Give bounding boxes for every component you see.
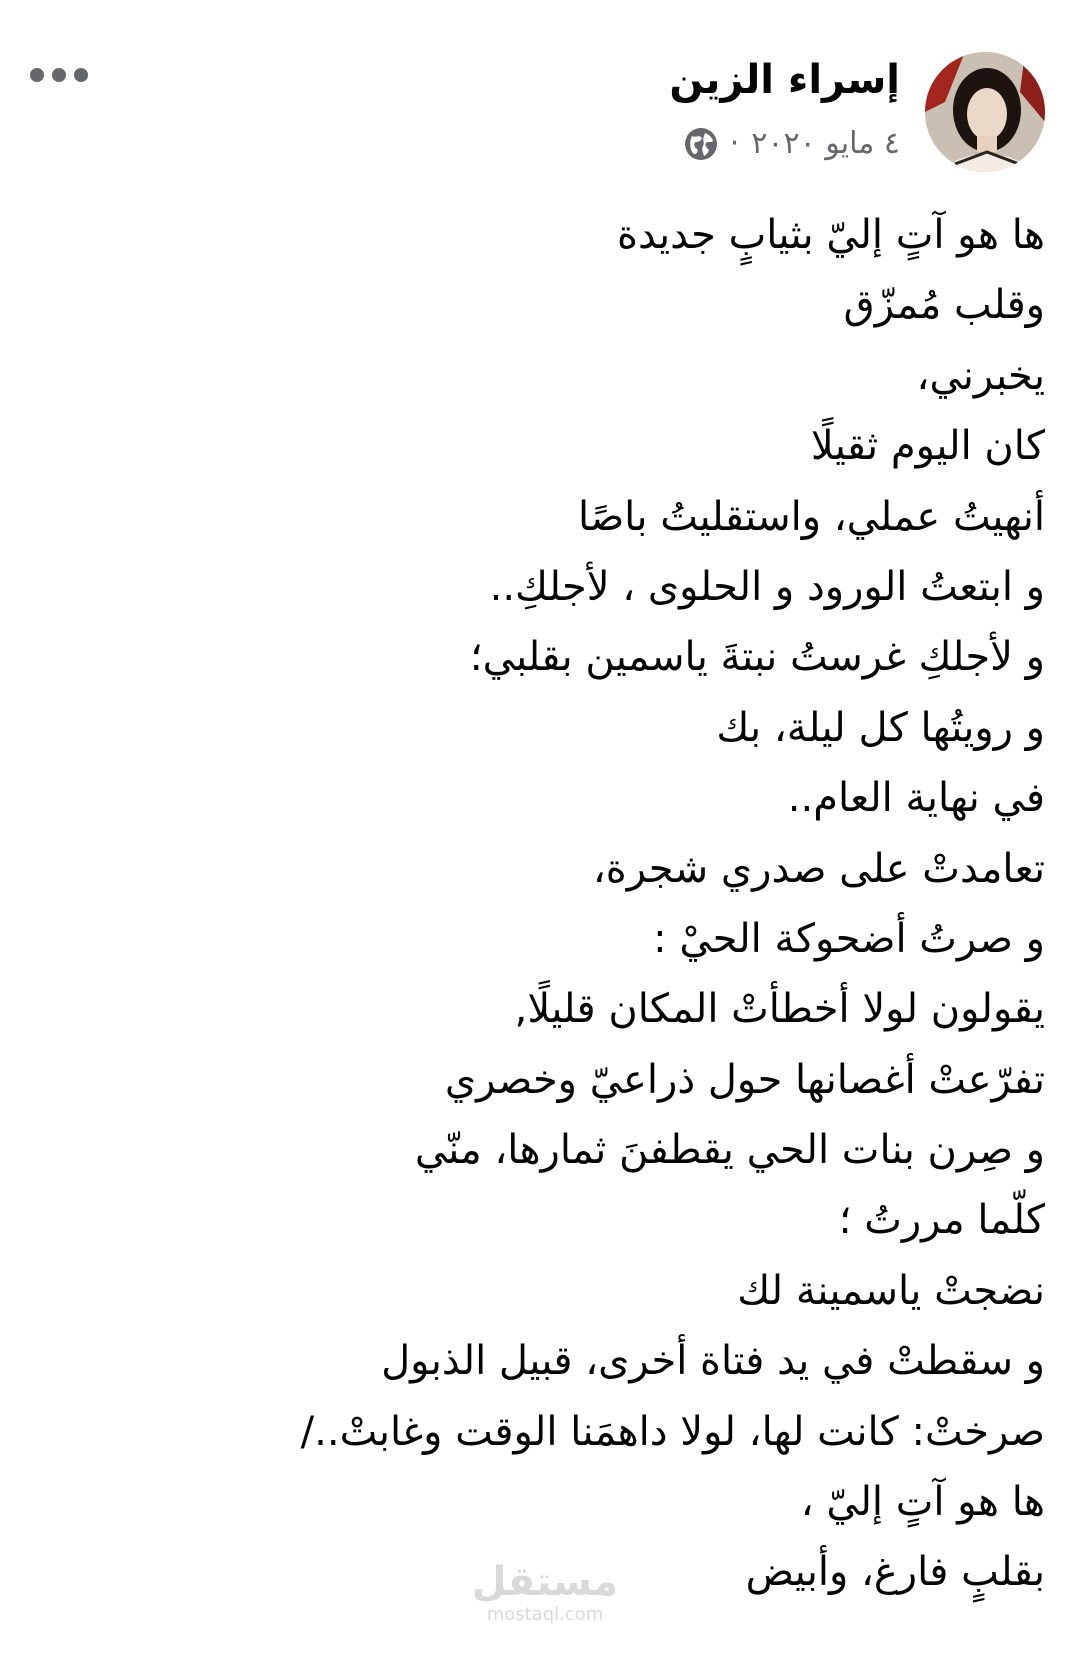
post-header	[30, 52, 1045, 182]
poem-line: بقلبٍ فارغ، وأبيض	[745, 1549, 1045, 1596]
poem-line: كان اليوم ثقيلًا	[810, 423, 1045, 470]
poem-line: تفرّعتْ أغصانها حول ذراعيّ وخصري	[444, 1056, 1045, 1103]
author-avatar[interactable]	[925, 52, 1045, 172]
poem-line: كلّما مررتُ ؛	[838, 1197, 1045, 1244]
menu-dot	[52, 68, 66, 82]
poem-line: وقلب مُمزّق	[843, 282, 1045, 329]
poem-line: يقولون لولا أخطأتْ المكان قليلًا,	[514, 986, 1045, 1033]
poem-line: تعامدتْ على صدري شجرة،	[592, 845, 1045, 892]
poem-line: و سقطتْ في يد فتاة أخرى، قبيل الذبول	[381, 1338, 1045, 1385]
poem-line: ها هو آتٍ إليّ بثيابٍ جديدة	[617, 212, 1045, 258]
post-text	[30, 200, 1045, 1608]
poem-line: ها هو آتٍ إليّ ،	[800, 1479, 1045, 1526]
post-date[interactable]: ٤ مايو ٢٠٢٠	[751, 126, 900, 161]
poem-line: و صِرن بنات الحي يقطفنَ ثمارها، منّي	[414, 1127, 1045, 1174]
portrait-image	[925, 52, 1045, 172]
watermark-site: mostaql.com	[486, 1604, 604, 1625]
poem-line: يخبرني،	[916, 352, 1045, 399]
poem-line: أنهيتُ عملي، واستقليتُ باصًا	[578, 493, 1045, 540]
poem-line: و ابتعتُ الورود و الحلوى ، لأجلكِ..	[489, 563, 1045, 610]
poem-line: نضجتْ ياسمينة لك	[737, 1267, 1045, 1314]
poem-line: و لأجلكِ غرستُ نبتةَ ياسمين بقلبي؛	[469, 634, 1045, 681]
meta-separator: ·	[729, 126, 740, 161]
author-name[interactable]: إسراء الزين	[669, 57, 900, 103]
globe-icon[interactable]	[684, 127, 718, 161]
watermark-brand: مستقل	[471, 1559, 619, 1605]
poem-line: في نهاية العام..	[787, 775, 1045, 822]
menu-dot	[30, 68, 44, 82]
poem-line: و رويتُها كل ليلة، بك	[716, 704, 1045, 751]
poem-line: و صرتُ أضحوكة الحيْ :	[653, 915, 1045, 962]
mostaql-watermark	[470, 1560, 620, 1626]
poem-line: صرختْ: كانت لها، لولا داهمَنا الوقت وغابتْ../	[300, 1408, 1045, 1455]
menu-dot	[74, 68, 88, 82]
more-options-icon[interactable]	[30, 68, 88, 82]
post-meta	[684, 122, 900, 166]
